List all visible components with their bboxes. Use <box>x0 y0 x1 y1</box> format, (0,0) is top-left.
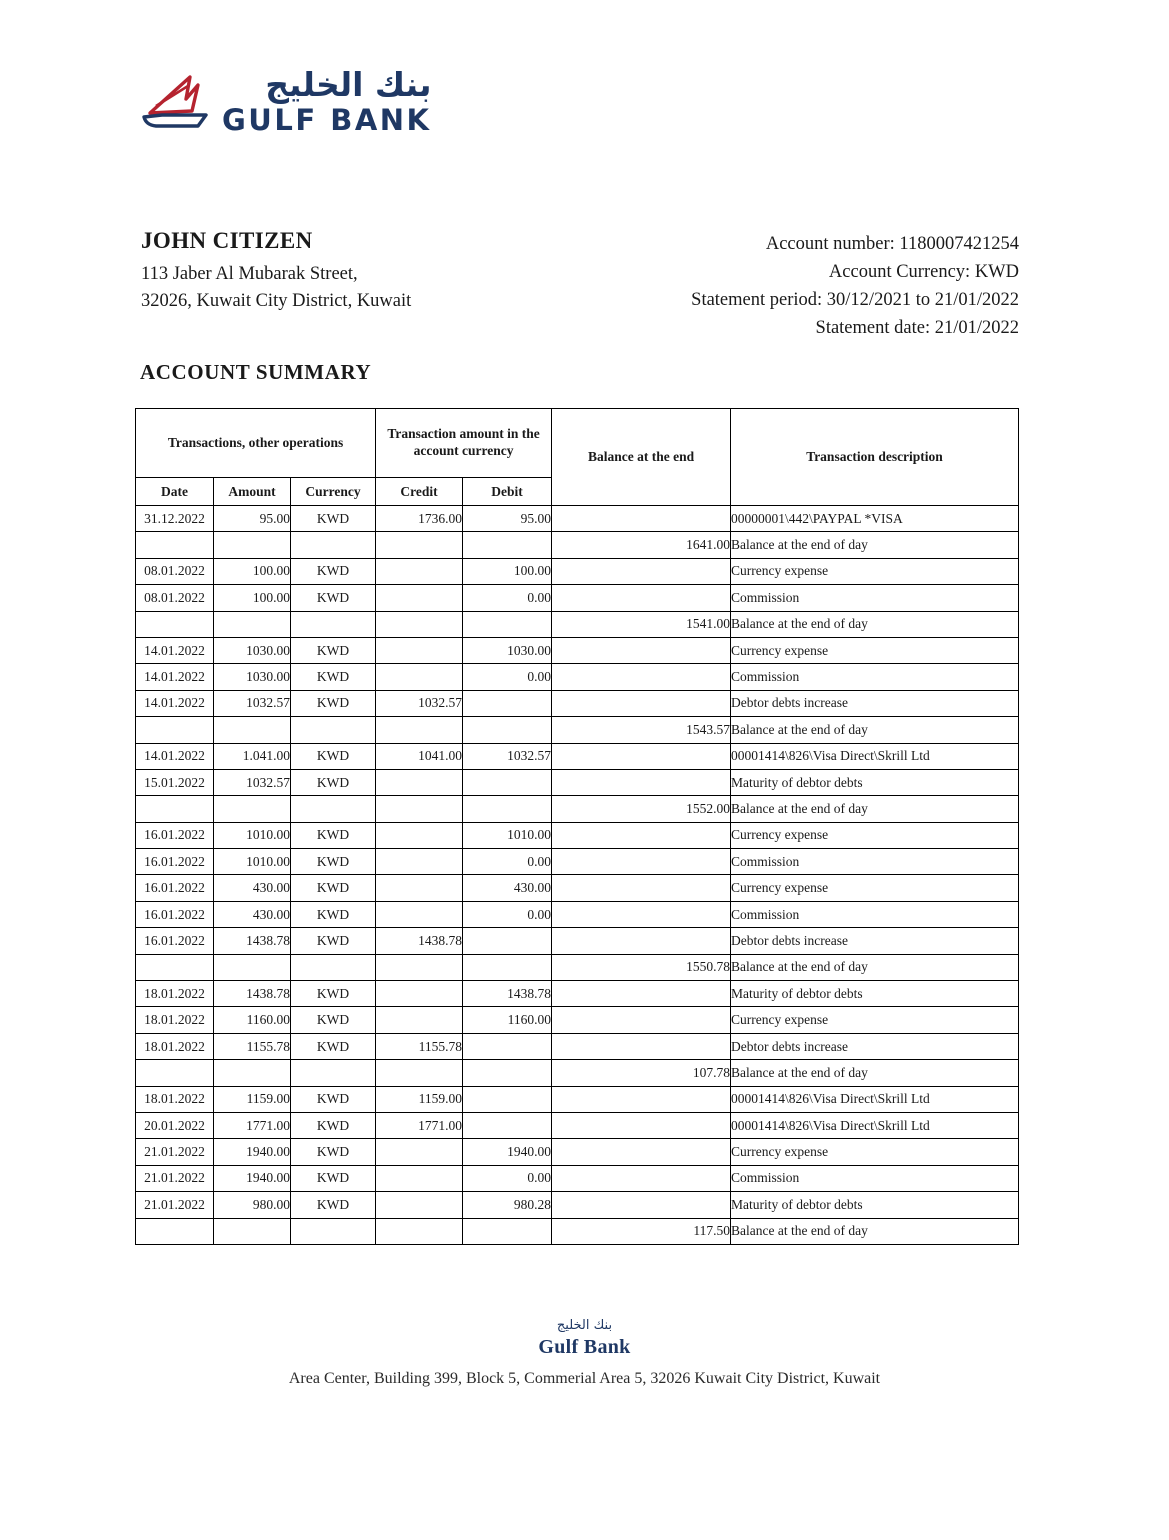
cell-currency: KWD <box>291 743 376 769</box>
cell-description: 00001414\826\Visa Direct\Skrill Ltd <box>731 1086 1019 1112</box>
cell-balance: 107.78 <box>552 1060 731 1086</box>
cell-date <box>136 954 214 980</box>
cell-date <box>136 1218 214 1244</box>
table-row <box>136 849 1019 875</box>
cell-currency <box>291 1218 376 1244</box>
footer-address: Area Center, Building 399, Block 5, Commerial Area 5, 32026 Kuwait City District, Kuwait <box>288 1369 881 1387</box>
cell-currency: KWD <box>291 875 376 901</box>
cell-amount: 1159.00 <box>214 1086 291 1112</box>
footer-arabic-name: بنك الخليج <box>556 1318 613 1333</box>
cell-amount: 1010.00 <box>214 849 291 875</box>
cell-balance <box>552 637 731 663</box>
cell-debit: 0.00 <box>463 901 552 927</box>
table-row <box>136 637 1019 663</box>
cell-credit <box>376 611 463 637</box>
cell-balance <box>552 1007 731 1033</box>
cell-balance <box>552 901 731 927</box>
cell-balance: 1541.00 <box>552 611 731 637</box>
cell-debit <box>463 796 552 822</box>
table-row <box>136 822 1019 848</box>
cell-description: Currency expense <box>731 637 1019 663</box>
cell-amount: 1010.00 <box>214 822 291 848</box>
cell-amount: 1030.00 <box>214 664 291 690</box>
cell-amount <box>214 954 291 980</box>
cell-description: Debtor debts increase <box>731 690 1019 716</box>
table-row <box>136 928 1019 954</box>
cell-currency: KWD <box>291 901 376 927</box>
cell-description: 00001414\826\Visa Direct\Skrill Ltd <box>731 1112 1019 1138</box>
customer-details <box>141 228 611 315</box>
header-debit: Debit <box>463 478 552 506</box>
cell-currency: KWD <box>291 1165 376 1191</box>
cell-date <box>136 1060 214 1086</box>
cell-currency: KWD <box>291 1192 376 1218</box>
cell-balance <box>552 769 731 795</box>
cell-date: 15.01.2022 <box>136 769 214 795</box>
cell-credit <box>376 585 463 611</box>
table-row <box>136 1218 1019 1244</box>
cell-amount: 1438.78 <box>214 928 291 954</box>
cell-debit: 980.28 <box>463 1192 552 1218</box>
cell-balance <box>552 664 731 690</box>
cell-currency: KWD <box>291 981 376 1007</box>
cell-date: 18.01.2022 <box>136 981 214 1007</box>
cell-currency: KWD <box>291 637 376 663</box>
cell-balance <box>552 928 731 954</box>
cell-amount: 1.041.00 <box>214 743 291 769</box>
cell-amount: 100.00 <box>214 558 291 584</box>
cell-balance <box>552 849 731 875</box>
cell-description: Balance at the end of day <box>731 717 1019 743</box>
cell-debit <box>463 717 552 743</box>
account-summary-table <box>135 408 1019 1245</box>
cell-amount: 980.00 <box>214 1192 291 1218</box>
cell-credit <box>376 532 463 558</box>
cell-description: Currency expense <box>731 558 1019 584</box>
footer-bank-name: Gulf Bank <box>538 1335 631 1358</box>
cell-currency <box>291 1060 376 1086</box>
cell-description: Commission <box>731 849 1019 875</box>
cell-credit <box>376 558 463 584</box>
cell-amount: 1940.00 <box>214 1165 291 1191</box>
cell-credit <box>376 637 463 663</box>
cell-date: 18.01.2022 <box>136 1033 214 1059</box>
cell-debit: 95.00 <box>463 506 552 532</box>
table-row <box>136 954 1019 980</box>
table-row <box>136 532 1019 558</box>
cell-amount <box>214 532 291 558</box>
cell-balance: 117.50 <box>552 1218 731 1244</box>
statement-date: Statement date: 21/01/2022 <box>815 318 1019 339</box>
cell-currency: KWD <box>291 506 376 532</box>
table-row <box>136 1192 1019 1218</box>
cell-date: 16.01.2022 <box>136 849 214 875</box>
cell-debit: 0.00 <box>463 664 552 690</box>
page-footer <box>0 1318 1169 1388</box>
cell-currency: KWD <box>291 1112 376 1138</box>
cell-amount: 1160.00 <box>214 1007 291 1033</box>
cell-balance <box>552 1192 731 1218</box>
gulf-bank-dhow-icon <box>140 73 212 131</box>
cell-currency: KWD <box>291 1033 376 1059</box>
cell-currency: KWD <box>291 585 376 611</box>
bank-logo <box>140 65 432 137</box>
cell-debit <box>463 954 552 980</box>
cell-credit <box>376 1218 463 1244</box>
cell-currency: KWD <box>291 1086 376 1112</box>
cell-credit <box>376 1165 463 1191</box>
cell-date: 21.01.2022 <box>136 1165 214 1191</box>
header-description: Transaction description <box>731 409 1019 506</box>
cell-balance <box>552 743 731 769</box>
cell-amount: 95.00 <box>214 506 291 532</box>
cell-debit <box>463 1112 552 1138</box>
cell-debit: 0.00 <box>463 849 552 875</box>
cell-debit: 0.00 <box>463 585 552 611</box>
table-row <box>136 1139 1019 1165</box>
table-row <box>136 664 1019 690</box>
header-date: Date <box>136 478 214 506</box>
header-transactions: Transactions, other operations <box>136 409 376 478</box>
cell-date: 08.01.2022 <box>136 558 214 584</box>
cell-currency <box>291 717 376 743</box>
cell-amount: 1030.00 <box>214 637 291 663</box>
cell-credit: 1438.78 <box>376 928 463 954</box>
cell-debit <box>463 611 552 637</box>
cell-currency: KWD <box>291 769 376 795</box>
cell-date: 08.01.2022 <box>136 585 214 611</box>
cell-balance <box>552 822 731 848</box>
cell-credit <box>376 875 463 901</box>
cell-amount: 100.00 <box>214 585 291 611</box>
cell-credit <box>376 1139 463 1165</box>
cell-balance <box>552 506 731 532</box>
cell-date: 21.01.2022 <box>136 1139 214 1165</box>
cell-debit <box>463 532 552 558</box>
table-row <box>136 1165 1019 1191</box>
cell-debit <box>463 928 552 954</box>
cell-currency: KWD <box>291 928 376 954</box>
cell-description: Commission <box>731 585 1019 611</box>
cell-amount: 1155.78 <box>214 1033 291 1059</box>
cell-debit <box>463 690 552 716</box>
cell-credit <box>376 849 463 875</box>
cell-date: 16.01.2022 <box>136 875 214 901</box>
cell-amount: 430.00 <box>214 875 291 901</box>
cell-credit <box>376 664 463 690</box>
logo-arabic-text: بنك الخليج <box>265 65 432 104</box>
cell-currency: KWD <box>291 690 376 716</box>
cell-date: 14.01.2022 <box>136 690 214 716</box>
cell-description: Balance at the end of day <box>731 532 1019 558</box>
cell-date: 14.01.2022 <box>136 743 214 769</box>
cell-credit: 1155.78 <box>376 1033 463 1059</box>
cell-credit: 1771.00 <box>376 1112 463 1138</box>
cell-amount: 1032.57 <box>214 769 291 795</box>
cell-amount <box>214 611 291 637</box>
cell-amount: 1438.78 <box>214 981 291 1007</box>
table-row <box>136 558 1019 584</box>
cell-credit: 1032.57 <box>376 690 463 716</box>
cell-balance <box>552 1139 731 1165</box>
table-row <box>136 769 1019 795</box>
cell-description: Debtor debts increase <box>731 928 1019 954</box>
table-row <box>136 796 1019 822</box>
cell-debit: 1032.57 <box>463 743 552 769</box>
page-title: ACCOUNT SUMMARY <box>140 360 372 384</box>
cell-currency: KWD <box>291 822 376 848</box>
cell-date <box>136 611 214 637</box>
cell-description: Balance at the end of day <box>731 1218 1019 1244</box>
cell-credit <box>376 822 463 848</box>
cell-debit <box>463 1218 552 1244</box>
cell-currency: KWD <box>291 1139 376 1165</box>
cell-amount: 1940.00 <box>214 1139 291 1165</box>
cell-debit: 1030.00 <box>463 637 552 663</box>
table-body <box>136 506 1019 1245</box>
customer-address-line-1: 113 Jaber Al Mubarak Street, <box>141 264 358 284</box>
cell-description: Balance at the end of day <box>731 1060 1019 1086</box>
cell-credit <box>376 1192 463 1218</box>
cell-date <box>136 796 214 822</box>
cell-date: 16.01.2022 <box>136 822 214 848</box>
cell-description: Maturity of debtor debts <box>731 1192 1019 1218</box>
cell-balance <box>552 1112 731 1138</box>
customer-name: JOHN CITIZEN <box>141 228 313 253</box>
table-row <box>136 1112 1019 1138</box>
cell-amount <box>214 1218 291 1244</box>
cell-description: 00001414\826\Visa Direct\Skrill Ltd <box>731 743 1019 769</box>
cell-description: Commission <box>731 664 1019 690</box>
table-row <box>136 690 1019 716</box>
table-row <box>136 717 1019 743</box>
cell-credit <box>376 1060 463 1086</box>
cell-balance <box>552 1086 731 1112</box>
cell-amount: 430.00 <box>214 901 291 927</box>
cell-credit <box>376 1007 463 1033</box>
cell-date: 14.01.2022 <box>136 637 214 663</box>
cell-description: Debtor debts increase <box>731 1033 1019 1059</box>
table-row <box>136 585 1019 611</box>
cell-balance <box>552 875 731 901</box>
cell-balance <box>552 690 731 716</box>
cell-description: 00000001\442\PAYPAL *VISA <box>731 506 1019 532</box>
cell-currency <box>291 611 376 637</box>
cell-credit <box>376 769 463 795</box>
header-currency: Currency <box>291 478 376 506</box>
cell-debit <box>463 1060 552 1086</box>
cell-debit: 100.00 <box>463 558 552 584</box>
cell-balance <box>552 585 731 611</box>
table-row <box>136 1086 1019 1112</box>
cell-credit <box>376 901 463 927</box>
cell-balance <box>552 1033 731 1059</box>
cell-date: 20.01.2022 <box>136 1112 214 1138</box>
cell-credit <box>376 954 463 980</box>
cell-description: Maturity of debtor debts <box>731 981 1019 1007</box>
cell-debit: 0.00 <box>463 1165 552 1191</box>
cell-date <box>136 532 214 558</box>
table-head <box>136 409 1019 506</box>
cell-currency: KWD <box>291 1007 376 1033</box>
cell-debit: 430.00 <box>463 875 552 901</box>
cell-description: Currency expense <box>731 1007 1019 1033</box>
logo-english-text: GULF BANK <box>222 102 432 137</box>
cell-debit: 1160.00 <box>463 1007 552 1033</box>
cell-date <box>136 717 214 743</box>
account-currency: Account Currency: KWD <box>828 262 1019 283</box>
cell-credit <box>376 717 463 743</box>
cell-date: 21.01.2022 <box>136 1192 214 1218</box>
cell-date: 31.12.2022 <box>136 506 214 532</box>
cell-description: Currency expense <box>731 1139 1019 1165</box>
statement-period: Statement period: 30/12/2021 to 21/01/2022 <box>691 290 1019 311</box>
table-row <box>136 981 1019 1007</box>
cell-currency: KWD <box>291 849 376 875</box>
cell-description: Maturity of debtor debts <box>731 769 1019 795</box>
cell-debit <box>463 1086 552 1112</box>
account-details <box>691 230 1019 342</box>
cell-credit: 1736.00 <box>376 506 463 532</box>
cell-balance <box>552 1165 731 1191</box>
cell-balance: 1552.00 <box>552 796 731 822</box>
cell-currency: KWD <box>291 558 376 584</box>
cell-debit: 1940.00 <box>463 1139 552 1165</box>
table-row <box>136 1060 1019 1086</box>
cell-amount <box>214 1060 291 1086</box>
cell-date: 18.01.2022 <box>136 1086 214 1112</box>
cell-amount: 1771.00 <box>214 1112 291 1138</box>
cell-description: Currency expense <box>731 875 1019 901</box>
cell-amount <box>214 717 291 743</box>
cell-balance: 1641.00 <box>552 532 731 558</box>
cell-balance <box>552 558 731 584</box>
cell-credit: 1159.00 <box>376 1086 463 1112</box>
table-row <box>136 1007 1019 1033</box>
table-row <box>136 611 1019 637</box>
customer-address-line-2: 32026, Kuwait City District, Kuwait <box>141 290 412 311</box>
table-group-header-row <box>136 409 1019 478</box>
header-amount-in-currency: Transaction amount in the account currency <box>376 409 552 478</box>
cell-currency: KWD <box>291 664 376 690</box>
cell-balance: 1543.57 <box>552 717 731 743</box>
cell-debit <box>463 769 552 795</box>
cell-date: 16.01.2022 <box>136 928 214 954</box>
header-balance: Balance at the end <box>552 409 731 506</box>
header-amount: Amount <box>214 478 291 506</box>
cell-description: Balance at the end of day <box>731 796 1019 822</box>
cell-currency <box>291 532 376 558</box>
header-credit: Credit <box>376 478 463 506</box>
cell-balance: 1550.78 <box>552 954 731 980</box>
table-row <box>136 901 1019 927</box>
cell-currency <box>291 954 376 980</box>
cell-description: Balance at the end of day <box>731 954 1019 980</box>
cell-description: Balance at the end of day <box>731 611 1019 637</box>
cell-debit: 1438.78 <box>463 981 552 1007</box>
cell-balance <box>552 981 731 1007</box>
cell-date: 16.01.2022 <box>136 901 214 927</box>
cell-date: 18.01.2022 <box>136 1007 214 1033</box>
cell-description: Currency expense <box>731 822 1019 848</box>
table-row <box>136 743 1019 769</box>
account-number: Account number: 1180007421254 <box>765 234 1019 254</box>
table-row <box>136 1033 1019 1059</box>
cell-currency <box>291 796 376 822</box>
logo-wordmark <box>222 65 432 137</box>
cell-debit: 1010.00 <box>463 822 552 848</box>
cell-credit <box>376 796 463 822</box>
cell-description: Commission <box>731 1165 1019 1191</box>
cell-amount <box>214 796 291 822</box>
cell-amount: 1032.57 <box>214 690 291 716</box>
cell-description: Commission <box>731 901 1019 927</box>
cell-credit: 1041.00 <box>376 743 463 769</box>
cell-debit <box>463 1033 552 1059</box>
cell-credit <box>376 981 463 1007</box>
account-summary-table-wrap <box>135 408 1019 1245</box>
table-row <box>136 506 1019 532</box>
cell-date: 14.01.2022 <box>136 664 214 690</box>
table-row <box>136 875 1019 901</box>
